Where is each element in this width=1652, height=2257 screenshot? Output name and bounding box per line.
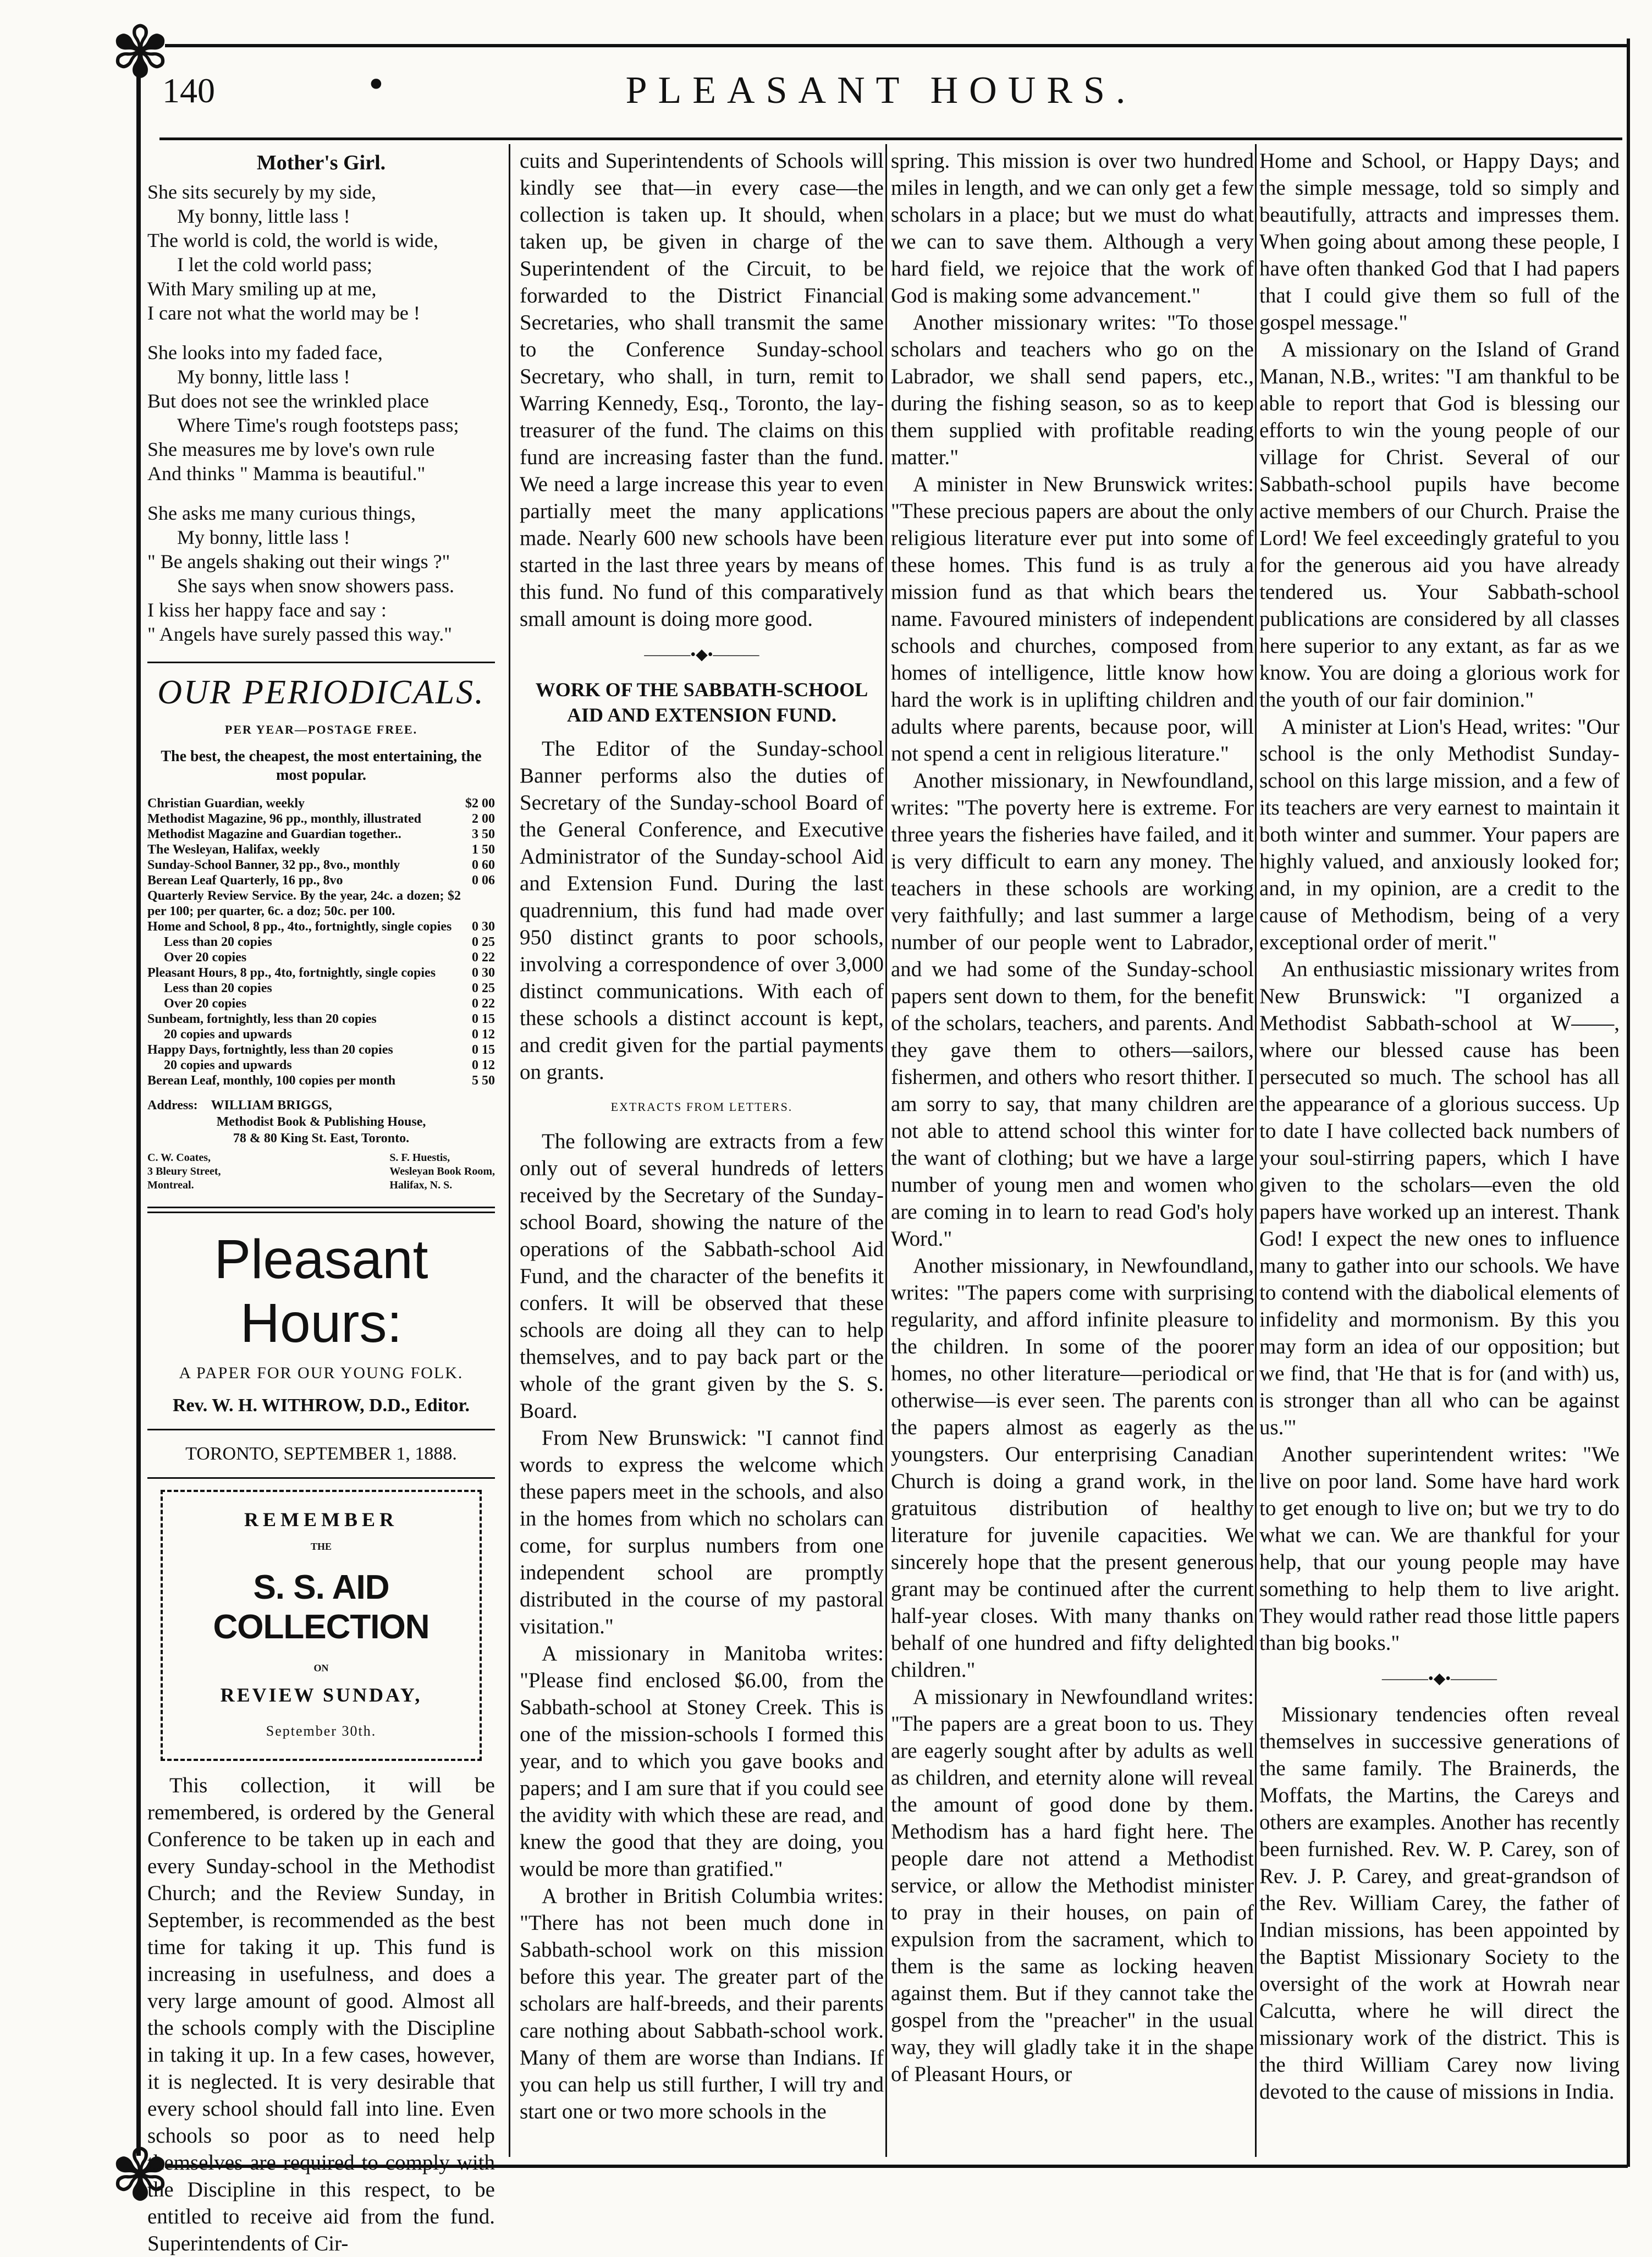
price-item-price: 0 30 (472, 966, 495, 980)
section-heading: WORK OF THE SABBATH-SCHOOL AID AND EXTENSION FUND. (535, 679, 868, 726)
periodicals-subtitle: PER YEAR—POSTAGE FREE. (224, 723, 418, 736)
paragraph: cuits and Superintendents of Schools will kindly see that—in every case—the collection is taken up. It should, when taken up, be given in charge of the Superintendent of the Circuit, to be forwarded to the District Financial Secretaries, who shall transmit the same to the Conference Sunday-school Secretary, who shall, in turn, remit to Warring Kennedy, Esq., Toronto, the lay-treasurer of the fund. The claims on this fund are increasing faster than the fund. We need a large increase this year to even partially meet the many applications made. Nearly 600 new schools have been started in the last three years by means of this fund. No fund of this comparatively small amount is doing more good. (520, 149, 884, 631)
agent-line: Wesleyan Book Room, (389, 1165, 495, 1177)
price-list (147, 796, 495, 1088)
price-row (147, 965, 495, 981)
price-row (147, 1011, 495, 1027)
ornament-corner-icon: ✾ (110, 2133, 170, 2217)
price-item-name: Pleasant Hours, 8 pp., 4to, fortnightly, single copies (147, 966, 436, 980)
section-rule (147, 1212, 495, 1213)
poem-line: With Mary smiling up at me, (147, 278, 377, 300)
price-row (147, 950, 495, 965)
paragraph: This collection, it will be remembered, is ordered by the General Conference to be taken up in each and every Sunday-school in the Methodist Church; and the Review Sunday, in September, is recommended as the best time for taking it up. This fund is increasing in usefulness, and does a very large amount of good. Almost all the schools comply with the Discipline in taking it up. In a few cases, however, it is neglected. It is very desirable that every school should fall into line. Even schools so poor as to need help themselves are required to comply with the Discipline in this respect, to be entitled to receive aid from the fund. Superintendents of Cir- (147, 1774, 495, 2255)
price-item-name: 20 copies and upwards (164, 1058, 292, 1072)
paragraph: From New Brunswick: "I cannot find words to express the welcome which these papers meet in the schools, and also in the homes from which no scholars can come, for surplus numbers from one independent school are promptly distributed in the course of my pastoral visitation." (520, 1426, 884, 1638)
price-row (147, 919, 495, 934)
price-item-price: 0 12 (472, 1027, 495, 1042)
paragraph: A missionary on the Island of Grand Manan, N.B., writes: "I am thankful to be able to report that God is blessing our efforts to win the young people of our village for Christ. Several of our Sabbath-school pupils have become active members of our Church. Praise the Lord! We feel exceedingly grateful to you for the generous aid you have already tendered us. Your Sabbath-school publications are considered by all classes here superior to any extant, as far as we know. You are doing a glorious work for the youth of our fair dominion." (1259, 338, 1620, 712)
price-row (147, 842, 495, 857)
price-item-name: Methodist Magazine, 96 pp., monthly, illustrated (147, 812, 422, 826)
column-rule (885, 144, 887, 2157)
price-row (147, 981, 495, 996)
poem-line: I kiss her happy face and say : (147, 599, 387, 621)
column-rule (1255, 144, 1257, 2157)
price-row (147, 934, 495, 950)
price-item-name: Less than 20 copies (164, 981, 272, 995)
remember-line: THE (310, 1541, 332, 1552)
paragraph: The Editor of the Sunday-school Banner performs also the duties of Secretary of the Sunday-school Board of the General Conference, and Executive Administrator of the Sunday-school Aid and Extension Fund. During the last quadrennium, this fund had made over 950 distinct grants to poor schools, involving a correspondence of over 3,000 distinct communications. With each of these schools a distinct account is kept, and credit given for the partial payments on grants. (520, 737, 884, 1084)
remember-box (161, 1490, 482, 1761)
address-line: 78 & 80 King St. East, Toronto. (233, 1131, 410, 1146)
paragraph: Another superintendent writes: "We live on poor land. Some have hard work to get enough to live on; but we try to do what we can. We are thankful for your help, that our young people may have something to help them to live aright. They would rather read those little papers than big books." (1259, 1443, 1620, 1655)
price-item-name: 20 copies and upwards (164, 1027, 292, 1042)
price-row (147, 1073, 495, 1088)
page-number: 140 (162, 71, 215, 110)
header-rule (159, 137, 1622, 140)
price-item-price: 0 22 (472, 950, 495, 965)
price-item-name: Happy Days, fortnightly, less than 20 copies (147, 1043, 393, 1057)
poem (147, 180, 495, 646)
subsection-heading: EXTRACTS FROM LETTERS. (610, 1100, 793, 1114)
price-item-price: 0 30 (472, 920, 495, 934)
paragraph: A minister at Lion's Head, writes: "Our school is the only Methodist Sunday-school on this large mission, and a few of its teachers are very earnest to maintain it both winter and summer. Your papers are highly valued, and anxiously looked for; and, in my opinion, are a credit to the cause of Methodism, being of a very exceptional order of merit." (1259, 715, 1620, 954)
poem-line: The world is cold, the world is wide, (147, 229, 438, 251)
price-item-name: Christian Guardian, weekly (147, 796, 305, 811)
poem-line: My bonny, little lass ! (177, 205, 350, 227)
agent-line: C. W. Coates, (147, 1152, 211, 1164)
remember-line: REVIEW SUNDAY, (220, 1684, 422, 1706)
border-left (136, 66, 141, 2156)
price-row (147, 1027, 495, 1042)
section-rule (147, 1429, 495, 1430)
agent-line: Halifax, N. S. (389, 1179, 453, 1191)
price-row (147, 996, 495, 1011)
price-item-price: $2 00 (465, 796, 495, 811)
paragraph: A missionary in Newfoundland writes: "The papers are a great boon to us. They are eagerly sought after by adults as well as children, and eternity alone will reveal the amount of good done by them. Methodism has a hard fight here. The people dare not attend a Methodist service, or allow the Methodist minister to pray in their houses, on pain of expulsion from the sacrament, which to them is the same as locking heaven against them. But if they cannot take the gospel from the "preacher" in the usual way, they will gladly take it in the shape of Pleasant Hours, or (891, 1685, 1254, 2086)
poem-line: She says when snow showers pass. (177, 575, 454, 597)
section-rule (147, 662, 495, 663)
column-2 (520, 147, 884, 2155)
price-item-name: Sunday-School Banner, 32 pp., 8vo., monthly (147, 858, 400, 872)
poem-line: And thinks " Mamma is beautiful." (147, 463, 426, 485)
address-line: Methodist Book & Publishing House, (216, 1115, 426, 1129)
price-item-price: 5 50 (472, 1074, 495, 1088)
paragraph: An enthusiastic missionary writes from New Brunswick: "I organized a Methodist Sabbath-school at W——, where our blessed cause has been persecuted so much. The school has all the appearance of a glorious success. Up to date I have collected back numbers of your soul-stirring papers, which I have given to the scholars—even the old papers have worked up an interest. Thank God! I expect the new ones to influence many to gather into our schools. We have to contend with the diabolical elements of infidelity and mormonism. By this you may form an idea of our opposition; but we find, that 'He that is for (and with) us, is stronger than all who can be against us.'" (1259, 957, 1620, 1439)
column-1 (147, 147, 495, 2255)
poem-line: But does not see the wrinkled place (147, 390, 429, 412)
agent-line: 3 Bleury Street, (147, 1165, 221, 1177)
price-item-price: 0 22 (472, 997, 495, 1011)
price-item-price: 2 00 (472, 812, 495, 826)
remember-heading: S. S. AID COLLECTION (213, 1568, 429, 1646)
agent-montreal (147, 1151, 221, 1192)
poem-line: " Angels have surely passed this way." (147, 623, 452, 645)
price-row (147, 827, 495, 842)
page-header-title: PLEASANT HOURS. (625, 69, 1137, 112)
poem-line: She sits securely by my side, (147, 181, 376, 203)
paragraph: Another missionary writes: "To those scholars and teachers who go on the Labrador, we shall send papers, etc., during the fishing season, so as to keep them supplied with profitable reading matter." (891, 311, 1254, 469)
remember-line: REMEMBER (244, 1509, 398, 1531)
paragraph: A minister in New Brunswick writes: "These precious papers are about the only religious literature ever put into some of these homes. This fund is as truly a mission fund as that which bears the name. Favoured ministers of independent schools and churches, composed from homes of intelligence, little know how hard the work is in uplifting children and adults where parents, because poor, will not spend a cent in religious literature." (891, 472, 1254, 766)
section-rule (147, 1477, 495, 1479)
paragraph: Another missionary, in Newfoundland, writes: "The poverty here is extreme. For three years the fisheries have failed, and it is very difficult to earn any money. The teachers in these schools are working very faithfully; and last summer a large number of our people went to Labrador, and we had some of the Sunday-school papers sent down to them, for the benefit of the scholars, teachers, and parents. And they gave them to others—sailors, fishermen, and others who resort thither. I am sorry to say, that many children are not able to attend school this winter for the want of clothing; but we have a large number of young men and women who are coming in to learn to read God's holy Word." (891, 769, 1254, 1251)
price-item-price: 0 25 (472, 981, 495, 995)
remember-date: September 30th. (266, 1723, 377, 1739)
poem-line: She measures me by love's own rule (147, 438, 435, 460)
price-item-name: Quarterly Review Service. By the year, 24c. a dozen; $2 per 100; per quarter, 6c. a doz; 50c. per 100. (147, 889, 461, 918)
price-item-price (461, 888, 495, 919)
masthead-editor: Rev. W. H. WITHROW, D.D., Editor. (172, 1395, 470, 1416)
price-row (147, 873, 495, 888)
section-rule (147, 1207, 495, 1208)
poem-line: I care not what the world may be ! (147, 302, 420, 324)
poem-line: Where Time's rough footsteps pass; (177, 414, 459, 436)
paragraph: Home and School, or Happy Days; and the simple message, told so simply and beautifully, attracts and impresses them. When going about among these people, I have often thanked God that I had papers that I could give them so full of the gospel message." (1259, 149, 1620, 334)
price-item-price: 0 06 (472, 873, 495, 888)
price-row (147, 1042, 495, 1058)
price-row (147, 796, 495, 811)
header-dot: • (366, 65, 387, 106)
paragraph: A brother in British Columbia writes: "There has not been much done in Sabbath-school work on this mission before this year. The greater part of the scholars are half-breeds, and their parents care nothing about Sabbath-school work. Many of them are worse than Indians. If you can help us still further, I will try and start one or two more schools in the (520, 1884, 884, 2123)
price-item-name: Over 20 copies (164, 950, 247, 965)
poem-line: I let the cold world pass; (177, 254, 372, 276)
price-item-price: 0 15 (472, 1043, 495, 1057)
paragraph: A missionary in Manitoba writes: "Please find enclosed $6.00, from the Sabbath-school at Stoney Creek. This is one of the mission-schools I formed this year, and to which you gave books and papers; and I am sure that if you could see the avidity with which these are read, and knew the good that they are doing, you would be more than gratified." (520, 1642, 884, 1881)
price-row (147, 857, 495, 873)
price-item-price: 3 50 (472, 827, 495, 841)
address-label: Address: (147, 1098, 198, 1113)
publisher-address (147, 1097, 495, 1147)
column-3 (891, 147, 1254, 2155)
remember-line: ON (313, 1663, 329, 1674)
price-item-name: The Wesleyan, Halifax, weekly (147, 843, 320, 857)
poem-stanza (147, 180, 495, 325)
poem-line: She looks into my faded face, (147, 342, 383, 364)
price-item-name: Methodist Magazine and Guardian together.. (147, 827, 401, 841)
price-item-name: Less than 20 copies (164, 935, 272, 949)
price-item-price: 0 25 (472, 935, 495, 949)
dateline: TORONTO, SEPTEMBER 1, 1888. (185, 1444, 457, 1464)
price-item-name: Over 20 copies (164, 997, 247, 1011)
masthead-title: Pleasant Hours: (214, 1229, 428, 1354)
column-rule (509, 144, 510, 2157)
price-item-name: Home and School, 8 pp., 4to., fortnightly, single copies (147, 920, 452, 934)
agent-halifax (389, 1151, 495, 1192)
price-item-price: 1 50 (472, 843, 495, 857)
separator: ———•◆•——— (644, 646, 759, 663)
agent-line: S. F. Huestis, (389, 1152, 450, 1164)
masthead-subtitle: A PAPER FOR OUR YOUNG FOLK. (179, 1364, 464, 1382)
poem-stanza (147, 501, 495, 646)
address-name: WILLIAM BRIGGS, (211, 1098, 332, 1113)
border-top (165, 44, 1628, 47)
paragraph: spring. This mission is over two hundred miles in length, and we can only get a few scholars in a place; but we must do what we can to save them. Although a very hard field, we rejoice that the work of God is making some advancement." (891, 149, 1254, 307)
price-row (147, 1058, 495, 1073)
ornament-corner-icon: ✾ (110, 10, 170, 94)
poem-line: She asks me many curious things, (147, 502, 416, 524)
column-4 (1259, 147, 1620, 2155)
separator: ———•◆•——— (1381, 1670, 1497, 1687)
periodicals-blurb: The best, the cheapest, the most entertaining, the most popular. (161, 748, 482, 784)
price-item-name: Berean Leaf Quarterly, 16 pp., 8vo (147, 873, 343, 888)
price-row (147, 888, 495, 919)
paragraph: Another missionary, in Newfoundland, writes: "The papers come with surprising regularity, and afford infinite pleasure to the children. In some of the poorer homes, no other literature—periodical or otherwise—is ever seen. The parents con the papers almost as eagerly as the youngsters. Our enterprising Canadian Church is doing a grand work, in the gratuitous distribution of healthy literature for juvenile capacities. We sincerely hope that the present generous grant may be continued after the current half-year closes. With many thanks on behalf of one hundred and fifty delighted children." (891, 1254, 1254, 1682)
price-row (147, 811, 495, 827)
poem-line: " Be angels shaking out their wings ?" (147, 551, 450, 572)
agent-line: Montreal. (147, 1179, 194, 1191)
price-item-price: 0 15 (472, 1012, 495, 1026)
poem-line: My bonny, little lass ! (177, 366, 350, 388)
price-item-name: Berean Leaf, monthly, 100 copies per month (147, 1074, 396, 1088)
border-right (1627, 38, 1630, 2167)
poem-title: Mother's Girl. (256, 151, 386, 174)
periodicals-title: OUR PERIODICALS. (157, 674, 485, 711)
agents (147, 1151, 495, 1192)
price-item-price: 0 60 (472, 858, 495, 872)
paragraph: Missionary tendencies often reveal themselves in successive generations of the same family. The Brainerds, the Moffats, the Martins, the Careys and others are examples. Another has recently been furnished. Rev. W. P. Carey, son of Rev. J. P. Carey, and great-grandson of the Rev. William Carey, the father of Indian missions, has been appointed by the Baptist Missionary Society to the oversight of the work at Howrah near Calcutta, where he will direct the missionary work of the district. This is the third William Carey now living devoted to the cause of missions in India. (1259, 1703, 1620, 2104)
paragraph: The following are extracts from a few only out of several hundreds of letters received by the Secretary of the Sunday-school Board, showing the nature of the operations of the Sabbath-school Aid Fund, and the character of the benefits it confers. It will be observed that these schools are doing all they can to help themselves, and to pay back part or the whole of the grant given by the S. S. Board. (520, 1130, 884, 1423)
poem-stanza (147, 340, 495, 486)
poem-line: My bonny, little lass ! (177, 526, 350, 548)
price-item-name: Sunbeam, fortnightly, less than 20 copies (147, 1012, 377, 1026)
price-item-price: 0 12 (472, 1058, 495, 1072)
